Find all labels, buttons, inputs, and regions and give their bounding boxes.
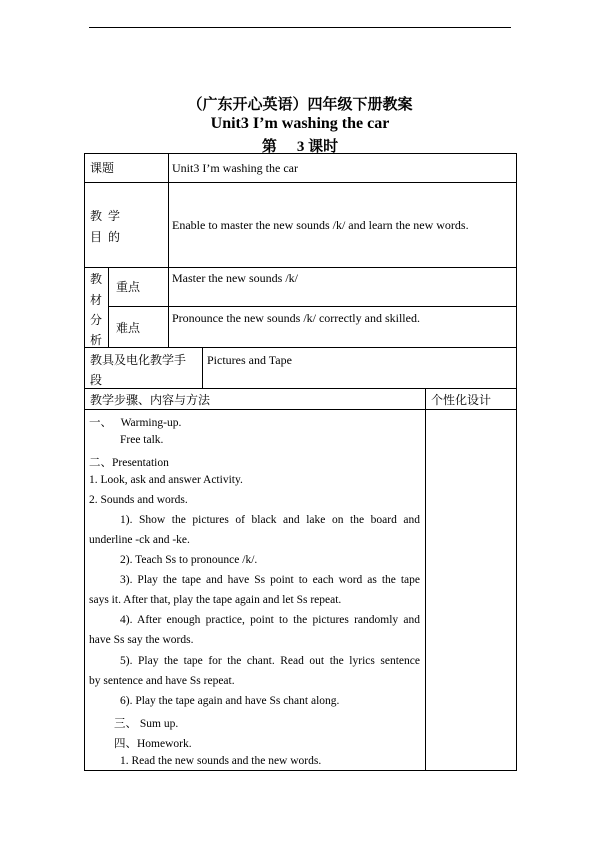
lesson-prefix: 第 xyxy=(261,139,277,155)
aids-label-2: 段 xyxy=(90,373,103,387)
lesson-number: 3 xyxy=(296,139,305,155)
steps-header: 教学步骤、内容与方法 xyxy=(90,393,211,407)
topic-label: 课题 xyxy=(90,161,115,175)
step-line: have Ss say the words. xyxy=(89,634,194,646)
step-line: 1. Look, ask and answer Activity. xyxy=(89,474,243,486)
step-line: says it. After that, play the tape again and let Ss repeat. xyxy=(89,594,342,606)
step-line: 2. Sounds and words. xyxy=(89,494,188,506)
key-label: 重点 xyxy=(116,280,141,294)
step-line: 二、Presentation xyxy=(89,457,169,469)
topic-value: Unit3 I’m washing the car xyxy=(172,161,298,175)
objective-label-1: 教 学 xyxy=(90,209,121,223)
lesson-suffix: 课时 xyxy=(308,139,339,155)
aids-value: Pictures and Tape xyxy=(207,353,292,367)
analysis-label-3: 分 xyxy=(90,313,103,327)
personal-header: 个性化设计 xyxy=(431,393,492,407)
doc-title: （广东开心英语）四年级下册教案 xyxy=(187,97,413,113)
difficult-label: 难点 xyxy=(116,321,141,335)
cell-objective-label xyxy=(84,182,169,268)
header-rule xyxy=(89,27,511,28)
step-line: 5). Play the tape for the chant. Read out the lyrics sentence xyxy=(120,655,420,667)
difficult-value: Pronounce the new sounds /k/ correctly and skilled. xyxy=(172,311,420,325)
step-line: 一、 Warming-up. xyxy=(89,417,182,429)
step-line: by sentence and have Ss repeat. xyxy=(89,675,235,687)
aids-label-1: 教具及电化教学手 xyxy=(90,353,187,367)
unit-title: Unit3 I’m washing the car xyxy=(210,115,390,132)
step-line: 三、 Sum up. xyxy=(114,718,179,730)
analysis-label-1: 教 xyxy=(90,272,103,286)
objective-value: Enable to master the new sounds /k/ and learn the new words. xyxy=(172,218,469,232)
cell-personal-body xyxy=(425,409,517,771)
step-line: underline -ck and -ke. xyxy=(89,534,190,546)
step-line: 四、Homework. xyxy=(114,738,192,750)
step-line: 1. Read the new sounds and the new words. xyxy=(120,755,322,767)
step-line: 4). After enough practice, point to the pictures randomly and xyxy=(120,614,420,626)
step-line: 6). Play the tape again and have Ss chant along. xyxy=(120,695,340,707)
step-line: 2). Teach Ss to pronounce /k/. xyxy=(120,554,258,566)
key-value: Master the new sounds /k/ xyxy=(172,271,298,285)
step-line: 3). Play the tape and have Ss point to each word as the tape xyxy=(120,574,420,586)
objective-label-2: 目 的 xyxy=(90,230,121,244)
step-line: 1). Show the pictures of black and lake on the board and xyxy=(120,514,420,526)
analysis-label-2: 材 xyxy=(90,293,103,307)
step-line: Free talk. xyxy=(120,434,164,446)
analysis-label-4: 析 xyxy=(90,333,103,347)
